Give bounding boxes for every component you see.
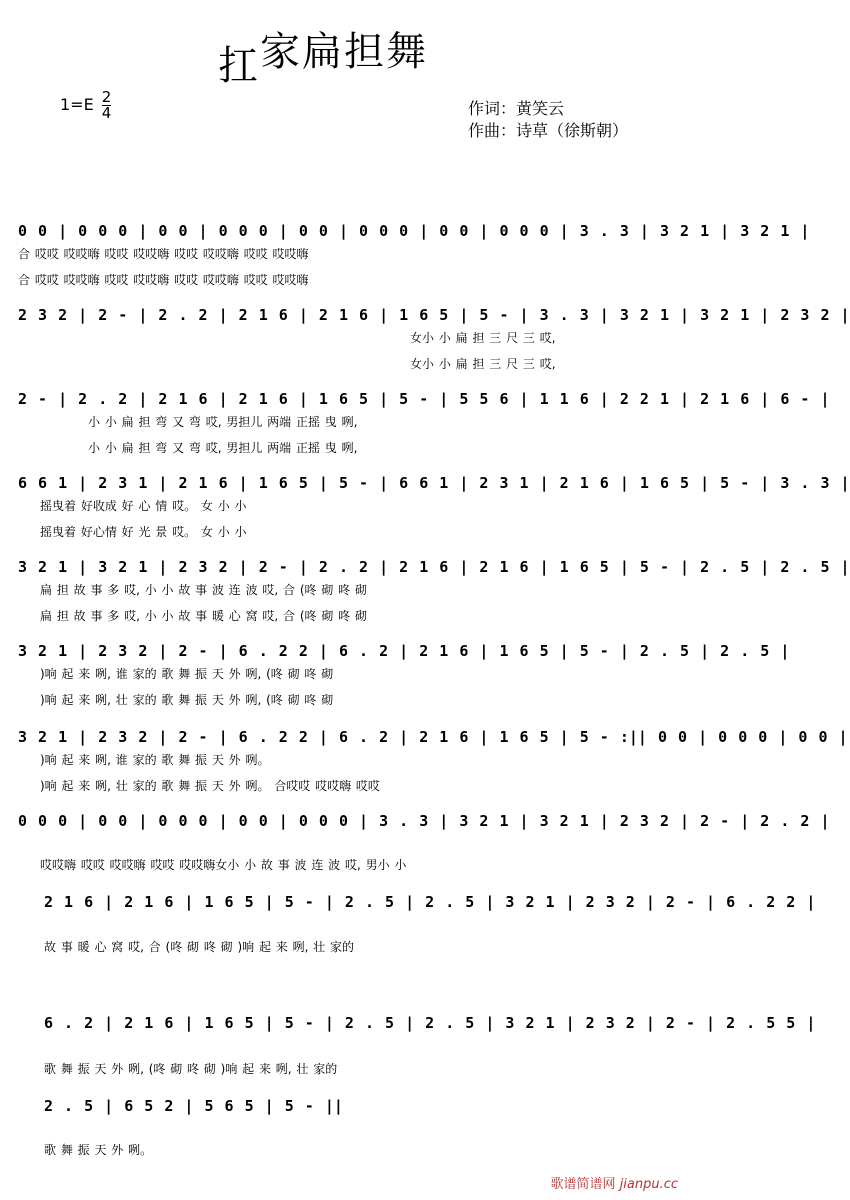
lyric-verse: 哎哎嗨 哎哎 哎哎嗨 哎哎 哎哎嗨女小 小 故 事 波 连 波 哎, 男小 小: [40, 858, 407, 872]
time-beats: 2: [101, 88, 112, 106]
notation-line: 3 2 1 | 2 3 2 | 2 - | 6 . 2 2 | 6 . 2 | 2 1 6 | 1 6 5 | 5 - | 2 . 5 | 2 . 5 |: [18, 642, 790, 660]
lyric-verse-2: 摇曳着 好心情 好 光 景 哎。 女 小 小: [40, 525, 247, 539]
notation-line: 2 . 5 | 6 5 2 | 5 6 5 | 5 - ||: [44, 1097, 343, 1115]
composer-credit: 作曲：诗草（徐斯朝）: [468, 121, 629, 140]
notation-line: 6 . 2 | 2 1 6 | 1 6 5 | 5 - | 2 . 5 | 2 . 5 | 3 2 1 | 2 3 2 | 2 - | 2 . 5 5 |: [44, 1014, 816, 1032]
lyric-verse-2: 小 小 扁 担 弯 又 弯 哎, 男担儿 两端 正摇 曳 咧,: [88, 441, 358, 455]
key-signature: [60, 90, 111, 121]
notation-line: 0 0 0 | 0 0 | 0 0 0 | 0 0 | 0 0 0 | 3 . 3 | 3 2 1 | 3 2 1 | 2 3 2 | 2 - | 2 . 2 |: [18, 812, 830, 830]
lyric-verse-2: 合 哎哎 哎哎嗨 哎哎 哎哎嗨 哎哎 哎哎嗨 哎哎 哎哎嗨: [18, 273, 309, 287]
notation-line: 2 1 6 | 2 1 6 | 1 6 5 | 5 - | 2 . 5 | 2 . 5 | 3 2 1 | 2 3 2 | 2 - | 6 . 2 2 |: [44, 893, 816, 911]
watermark-cn: 歌谱简谱网: [550, 1177, 616, 1192]
title-text: 家扁担舞: [260, 29, 428, 75]
lyric-verse-2: 扁 担 故 事 多 哎, 小 小 故 事 暖 心 窝 哎, 合 (咚 砌 咚 砌: [40, 609, 367, 623]
lyric-verse-1: 扁 担 故 事 多 哎, 小 小 故 事 波 连 波 哎, 合 (咚 砌 咚 砌: [40, 583, 367, 597]
site-watermark: [550, 1173, 678, 1192]
notation-line: 2 - | 2 . 2 | 2 1 6 | 2 1 6 | 1 6 5 | 5 - | 5 5 6 | 1 1 6 | 2 2 1 | 2 1 6 | 6 - |: [18, 390, 830, 408]
title-partial-char: 扛: [218, 43, 260, 89]
lyric-verse-1: 小 小 扁 担 弯 又 弯 哎, 男担儿 两端 正摇 曳 咧,: [88, 415, 358, 429]
lyric-verse-1: )响 起 来 咧, 谁 家的 歌 舞 振 天 外 咧, (咚 砌 咚 砌: [40, 667, 334, 681]
watermark-site: jianpu.cc: [619, 1177, 678, 1192]
lyric-verse: 歌 舞 振 天 外 咧, (咚 砌 咚 砌 )响 起 来 咧, 壮 家的: [44, 1062, 338, 1076]
lyric-verse-1: 合 哎哎 哎哎嗨 哎哎 哎哎嗨 哎哎 哎哎嗨 哎哎 哎哎嗨: [18, 247, 309, 261]
score-title: [218, 20, 428, 89]
notation-line: 6 6 1 | 2 3 1 | 2 1 6 | 1 6 5 | 5 - | 6 6 1 | 2 3 1 | 2 1 6 | 1 6 5 | 5 - | 3 . 3 |: [18, 474, 850, 492]
lyricist-credit: 作词：黄笑云: [468, 99, 565, 118]
lyric-verse: 歌 舞 振 天 外 咧。: [44, 1143, 153, 1157]
time-signature: [102, 90, 112, 121]
time-beat-unit: 4: [101, 104, 112, 122]
lyric-verse-2: )响 起 来 咧, 壮 家的 歌 舞 振 天 外 咧, (咚 砌 咚 砌: [40, 693, 334, 707]
notation-line: 0 0 | 0 0 0 | 0 0 | 0 0 0 | 0 0 | 0 0 0 | 0 0 | 0 0 0 | 3 . 3 | 3 2 1 | 3 2 1 |: [18, 222, 810, 240]
notation-line: 2 3 2 | 2 - | 2 . 2 | 2 1 6 | 2 1 6 | 1 6 5 | 5 - | 3 . 3 | 3 2 1 | 3 2 1 | 2 3 2 |: [18, 306, 850, 324]
lyric-verse-1: 摇曳着 好收成 好 心 情 哎。 女 小 小: [40, 499, 247, 513]
notation-line: 3 2 1 | 2 3 2 | 2 - | 6 . 2 2 | 6 . 2 | 2 1 6 | 1 6 5 | 5 - :|| 0 0 | 0 0 0 | 0 0 |: [18, 728, 848, 746]
lyric-verse-2: 女小 小 扁 担 三 尺 三 哎,: [410, 357, 556, 371]
lyric-verse-1: )响 起 来 咧, 谁 家的 歌 舞 振 天 外 咧。: [40, 753, 270, 767]
key-prefix: 1=E: [60, 95, 94, 114]
lyric-verse: 故 事 暖 心 窝 哎, 合 (咚 砌 咚 砌 )响 起 来 咧, 壮 家的: [44, 940, 355, 954]
lyric-verse-2: )响 起 来 咧, 壮 家的 歌 舞 振 天 外 咧。 合哎哎 哎哎嗨 哎哎: [40, 779, 380, 793]
notation-line: 3 2 1 | 3 2 1 | 2 3 2 | 2 - | 2 . 2 | 2 1 6 | 2 1 6 | 1 6 5 | 5 - | 2 . 5 | 2 . 5 |: [18, 558, 850, 576]
lyric-verse-1: 女小 小 扁 担 三 尺 三 哎,: [410, 331, 556, 345]
